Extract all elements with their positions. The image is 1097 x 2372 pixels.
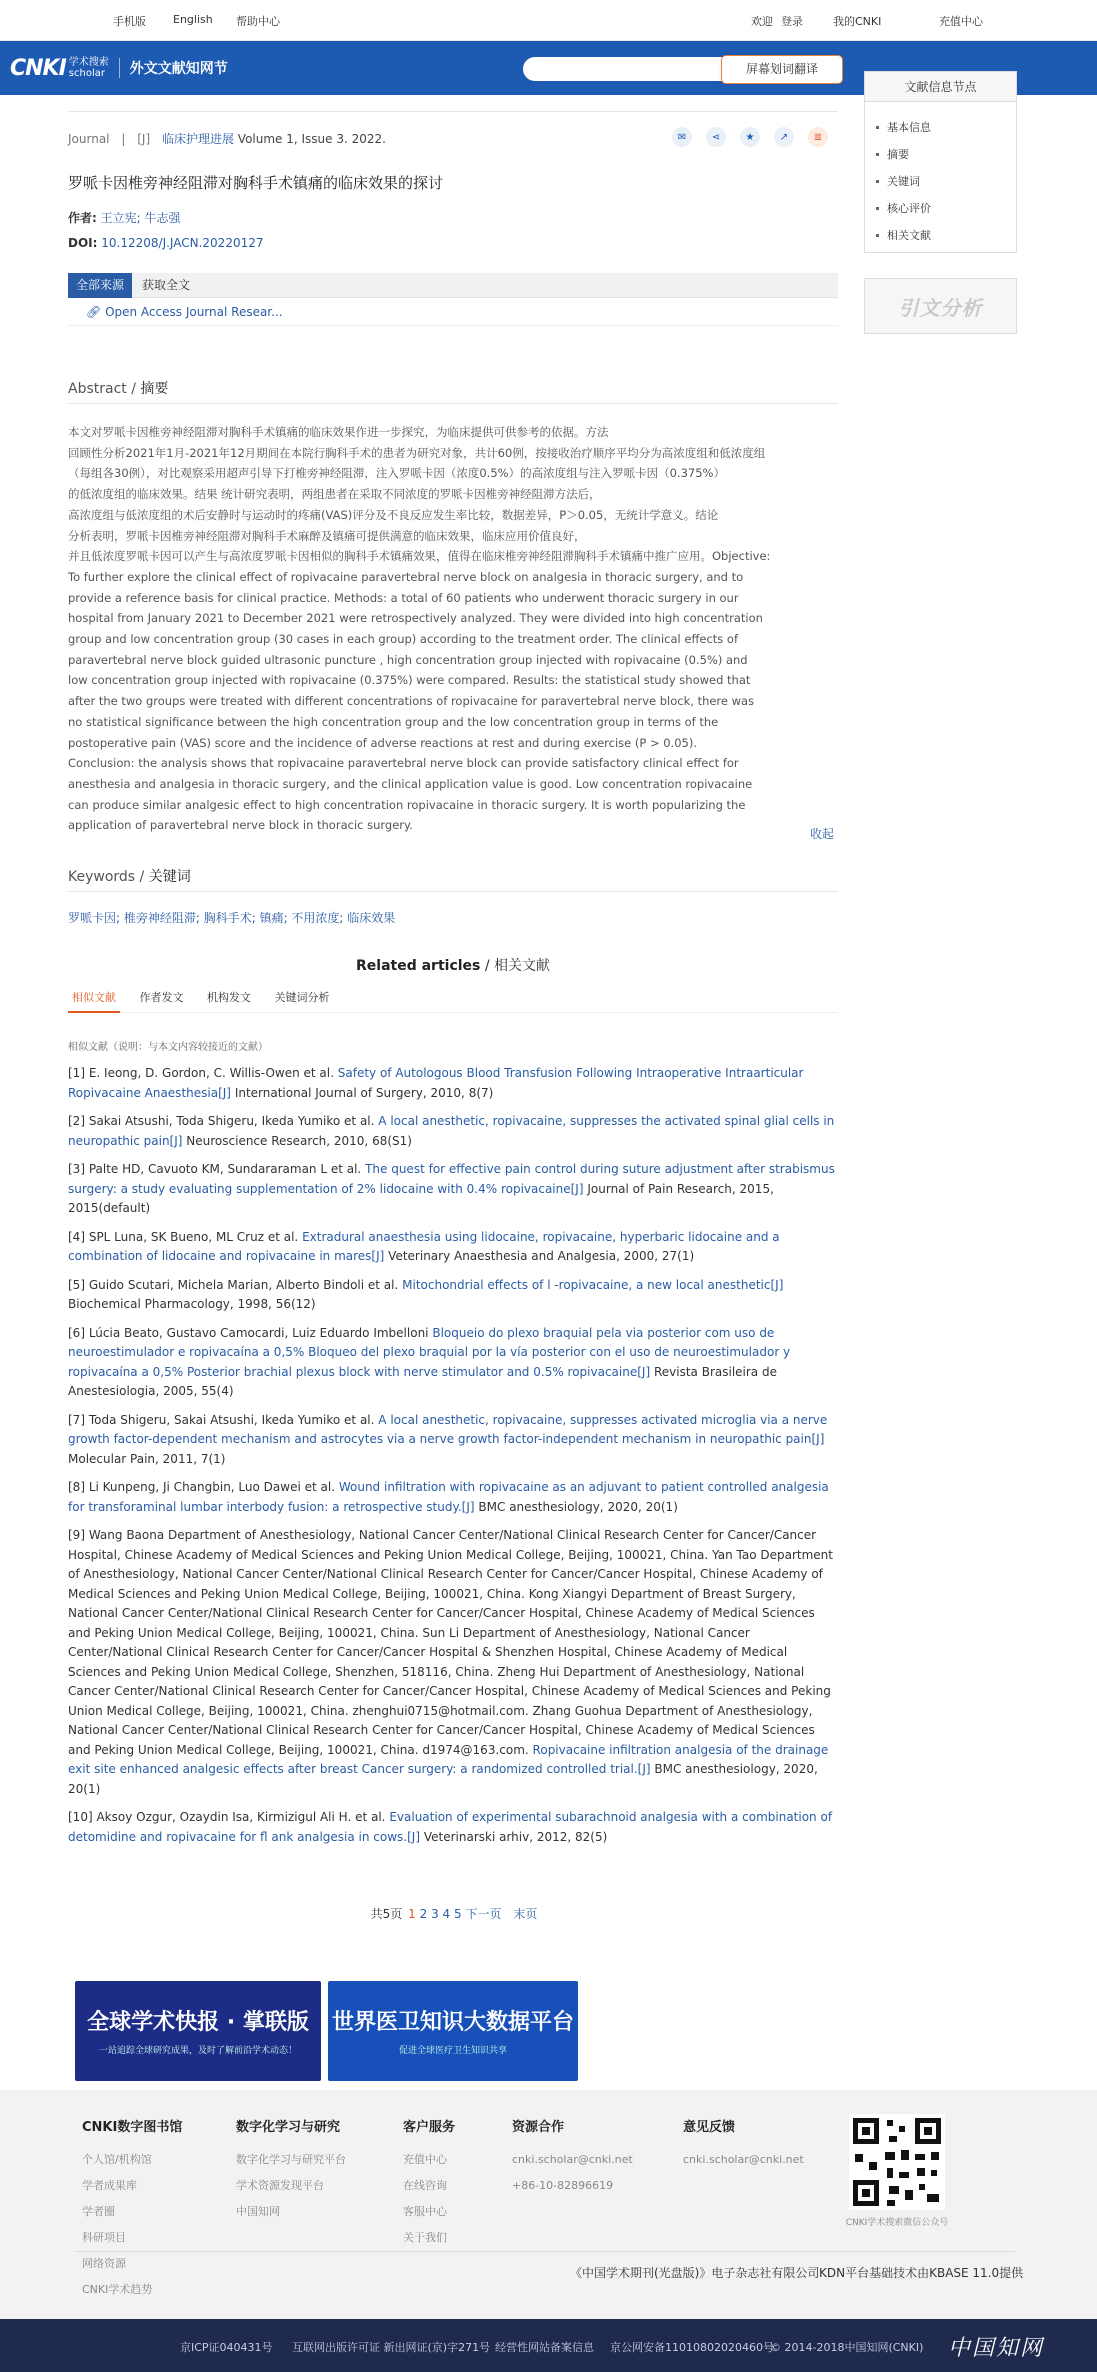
- footer-link[interactable]: cnki.scholar@cnki.net: [683, 2153, 804, 2166]
- reference-authors: Toda Shigeru, Sakai Atsushi, Ikeda Yumiko et al.: [88, 1412, 375, 1427]
- tab-similar[interactable]: 相似文献: [68, 988, 120, 1013]
- kbase-text: KDN平台基础技术由KBASE 11.0提供: [819, 2266, 1024, 2280]
- sidebar-item-related[interactable]: 相关文献: [887, 222, 1016, 249]
- doi: [68, 236, 264, 250]
- net-license-text: 互联网出版许可证 新出网证(京)字271号: [292, 2341, 491, 2354]
- abstract-line: provide a reference basis for clinical practice. Methods: a total of 60 patients who underwent thoracic surgery in our: [68, 590, 739, 605]
- login-link[interactable]: 登录: [781, 15, 803, 28]
- reference-authors: Guido Scutari, Michela Marian, Alberto Bindoli et al.: [88, 1277, 399, 1292]
- next-page[interactable]: 下一页: [465, 1907, 502, 1921]
- oaj-source: [68, 298, 838, 326]
- reference-item: [68, 1411, 838, 1470]
- authors-link[interactable]: 王立宪; 牛志强: [100, 211, 181, 225]
- similar-note: 相似文献（说明：与本文内容较接近的文献）: [68, 1042, 268, 1053]
- abstract-line: 的低浓度组的临床效果。结果 统计研究表明，两组患者在采取不同浓度的罗哌卡因椎旁神经阻滞方法后，: [68, 487, 601, 502]
- reference-item: [68, 1112, 838, 1151]
- reference-source: BMC anesthesiology, 2020, 20(1): [68, 1762, 818, 1796]
- reference-source: Molecular Pain, 2011, 7(1): [68, 1451, 226, 1466]
- footer-link[interactable]: +86-10-82896619: [512, 2179, 614, 2192]
- reference-source: Biochemical Pharmacology, 1998, 56(12): [68, 1297, 316, 1311]
- abstract-heading: Abstract / 摘要: [68, 381, 169, 397]
- footer-column: [82, 2116, 182, 2303]
- journal-link[interactable]: 临床护理进展: [161, 132, 234, 146]
- reference-source: Revista Brasileira de Anestesiologia, 2005, 55(4): [68, 1364, 777, 1398]
- footer-column: [512, 2116, 633, 2199]
- reference-source: International Journal of Surgery, 2010, 8(7): [234, 1085, 494, 1100]
- sidebar-item-basic[interactable]: 基本信息: [887, 114, 1016, 141]
- reference-authors: Sakai Atsushi, Toda Shigeru, Ikeda Yumiko et al.: [88, 1114, 375, 1128]
- footer-link[interactable]: 中国知网: [236, 2205, 280, 2218]
- divider: [68, 111, 838, 112]
- total-pages: 共5页: [370, 1907, 403, 1921]
- abstract-line: To further explore the clinical effect of ropivacaine paravertebral nerve block on analgesia in thoracic surgery, and to: [68, 569, 744, 584]
- footer-link[interactable]: 学术资源发现平台: [236, 2179, 324, 2192]
- abstract-line: group and low concentration group (30 cases in each group) according to the treatment order. The clinical effects of: [68, 632, 739, 647]
- footer-link[interactable]: 科研项目: [82, 2231, 126, 2244]
- divider: [68, 403, 838, 404]
- abstract-line: 高浓度组与低浓度组的术后安静时与运动时的疼痛(VAS)评分及不良反应发生率比较，数据差异，P＞0.05，无统计学意义。结论: [68, 507, 719, 522]
- welcome-text: 欢迎: [751, 15, 773, 28]
- reference-authors: Palte HD, Cavuoto KM, Sundararaman L et al.: [88, 1162, 362, 1176]
- reference-title[interactable]: A local anesthetic, ropivacaine, suppresses activated microglia via a nerve growth factor-dependent mechanism and astrocytes via a nerve growth factor-independent mechanism in neuropathic pain[J]: [68, 1412, 828, 1446]
- page-5[interactable]: 5: [454, 1907, 462, 1921]
- authors-label: 作者:: [68, 211, 97, 225]
- reference-authors: E. Ieong, D. Gordon, C. Willis-Owen et al.: [88, 1066, 334, 1080]
- reference-number: [8]: [68, 1480, 85, 1494]
- last-page[interactable]: 末页: [513, 1907, 538, 1921]
- sidebar-item-abstract[interactable]: 摘要: [887, 141, 1016, 168]
- page-4[interactable]: 4: [442, 1907, 451, 1921]
- footer-link[interactable]: 在线咨询: [403, 2179, 447, 2192]
- reference-authors: Lúcia Beato, Gustavo Camocardi, Luiz Eduardo Imbelloni: [88, 1325, 429, 1340]
- reference-item: [68, 1808, 838, 1847]
- keywords-label-cn: 关键词: [148, 869, 191, 885]
- meta-sep: |: [121, 132, 126, 146]
- qr-code: [849, 2114, 945, 2210]
- reference-title[interactable]: Ropivacaine infiltration analgesia of the drainage exit site enhanced analgesic effects after breast Cancer surgery: a randomized controlled trial.[J]: [68, 1742, 829, 1776]
- abstract-line: 并且低浓度罗哌卡因可以产生与高浓度罗哌卡因相似的胸科手术镇痛效果，值得在临床椎旁神经阻滞胸科手术镇痛中推广应用。Objective:: [68, 549, 771, 564]
- logo-sub-en: scholar: [68, 68, 105, 79]
- reference-number: [10]: [68, 1810, 93, 1824]
- abstract-line: 本文对罗哌卡因椎旁神经阻滞对胸科手术镇痛的临床效果作进一步探究，为临床提供可供参考的依据。方法: [68, 425, 609, 439]
- reference-item: [68, 1478, 838, 1517]
- gongan-text: 京公网安备11010802020460号: [610, 2341, 774, 2354]
- reference-number: [2]: [68, 1114, 85, 1128]
- reference-number: [9]: [68, 1528, 85, 1542]
- reference-title[interactable]: Evaluation of experimental subarachnoid analgesia with a combination of detomidine and ropivacaine for fl ank analgesia in cows.[J]: [68, 1810, 833, 1844]
- my-cnki-link[interactable]: 我的CNKI: [833, 15, 882, 28]
- reference-authors: Aksoy Ozgur, Ozaydin Isa, Kirmizigul Ali H. et al.: [96, 1810, 386, 1824]
- reference-list: [68, 1064, 838, 1856]
- logo-divider: [119, 58, 120, 78]
- abstract-line: 回顾性分析2021年1月-2021年12月期间在本院行胸科手术的患者为研究对象，共计60例，按接收治疗顺序平均分为高浓度组和低浓度组: [68, 445, 766, 460]
- footer-column-title: CNKI数字图书馆: [82, 2120, 183, 2135]
- mobile-link[interactable]: 手机版: [113, 15, 146, 28]
- footer-divider: [75, 2251, 1015, 2252]
- reference-item: [68, 1526, 838, 1799]
- banner-medical-platform[interactable]: [328, 1981, 578, 2081]
- abstract-line: Conclusion: the analysis shows that ropivacaine paravertebral nerve block can provide satisfactory clinical effect for: [68, 756, 739, 771]
- reference-number: [4]: [68, 1229, 85, 1244]
- footer-link[interactable]: 个人馆/机构馆: [82, 2153, 152, 2166]
- related-tabs: [68, 988, 838, 1013]
- banner1-title: 全球学术快报 · 掌联版: [87, 2010, 309, 2035]
- footer-link[interactable]: cnki.scholar@cnki.net: [512, 2153, 633, 2166]
- footer-column: [683, 2116, 804, 2173]
- abstract-line: application of paravertebral nerve block in thoracic surgery.: [68, 818, 413, 833]
- tab-full-text[interactable]: 获取全文: [142, 278, 191, 292]
- qr-caption: CNKI学术搜索微信公众号: [845, 2218, 949, 2228]
- banner2-title: 世界医卫知识大数据平台: [331, 2010, 574, 2035]
- reference-authors: Wang Baona Department of Anesthesiology, National Cancer Center/National Clinical Research Center for Cancer/Cancer Hospital, Chinese Academy of Medical Sciences and Peking Union Medical College, Beijing, 100021, China. Yan Tao Department of Anesthesiology, National Cancer Center/National Clinical Research Center for Cancer/Cancer Hospital, Chinese Academy of Medical Sciences and Peking Union Medical College, Beijing, 100021, China. Kong Xiangyi Department of Breast Surgery, National Cancer Center/National Clinical Research Center for Cancer/Cancer Hospital, Chinese Academy of Medical Sciences and Peking Union Medical College, Beijing, 100021, China. Sun Li Department of Anesthesiology, National Cancer Center/National Clinical Research Center for Cancer/Cancer Hospital & Shenzhen Hospital, Chinese Academy of Medical Sciences and Peking Union Medical College, Shenzhen, 518116, China. Zheng Hui Department of Anesthesiology, National Cancer Center/National Clinical Research Center for Cancer/Cancer Hospital, Chinese Academy of Medical Sciences and Peking Union Medical College, Beijing, 100021, China. zhenghui0715@hotmail.com. Zhang Guohua Department of Anesthesiology, National Cancer Center/National Clinical Research Center for Cancer/Cancer Hospital, Chinese Academy of Medical Sciences and Peking Union Medical College, Beijing, 100021, China. d1974@163.com.: [68, 1528, 833, 1757]
- collapse-link[interactable]: 收起: [809, 827, 834, 841]
- doi-label: DOI:: [68, 236, 98, 250]
- pagination: [68, 1905, 838, 1922]
- abstract-line: no statistical significance between the high concentration group and the low concentration group in terms of the: [68, 714, 719, 729]
- footer-column-title: 数字化学习与研究: [236, 2120, 341, 2135]
- reference-title[interactable]: Safety of Autologous Blood Transfusion Following Intraoperative Intraarticular Ropivacaine Anaesthesia[J]: [68, 1066, 804, 1100]
- page-2[interactable]: 2: [419, 1907, 428, 1921]
- article-tag: [J]: [137, 132, 151, 146]
- cnki-logo[interactable]: [10, 55, 228, 81]
- reference-item: [68, 1160, 838, 1219]
- tab-institution[interactable]: 机构发文: [207, 991, 251, 1004]
- related-label-cn: 相关文献: [494, 958, 550, 974]
- citation-analysis-label: 引文分析: [898, 295, 983, 320]
- sidebar: [864, 71, 1017, 253]
- reference-title[interactable]: Wound infiltration with ropivacaine as an adjuvant to patient controlled analgesia for transforaminal lumbar interbody fusion: a retrospective study.[J]: [68, 1480, 829, 1514]
- footer-column: [236, 2116, 346, 2225]
- reference-authors: SPL Luna, SK Bueno, ML Cruz et al.: [88, 1229, 299, 1244]
- volume-info: Volume 1, Issue 3. 2022.: [237, 132, 386, 146]
- authors: [68, 209, 181, 226]
- abstract-line: hospital from January 2021 to December 2021 were retrospectively analyzed. They were divided into high concentration: [68, 611, 763, 626]
- logo-sub-cn: 学术搜索: [68, 57, 109, 68]
- copyright-text: © 2014-2018中国知网(CNKI): [770, 2341, 924, 2354]
- banner2-subtitle: 促进全球医疗卫生知识共享: [398, 2046, 507, 2056]
- article-title: 罗哌卡因椎旁神经阻滞对胸科手术镇痛的临床效果的探讨: [68, 174, 444, 192]
- footer-column-title: 资源合作: [512, 2120, 565, 2135]
- footer-link[interactable]: 学者成果库: [82, 2179, 137, 2192]
- keywords-list[interactable]: 罗哌卡因; 椎旁神经阻滞; 胸科手术; 镇痛; 不用浓度; 临床效果: [68, 911, 396, 925]
- abstract-line: paravertebral nerve block guided ultrasonic puncture , high concentration group injected with ropivacaine (0.5%) and: [68, 652, 748, 667]
- reference-title[interactable]: Bloqueio do plexo braquial pela via posterior com uso de neuroestimulador e ropivacaína a 0,5% Bloqueo del plexo braquial por la vía posterior con el uso de neuroestimulador y ropivacaína a 0,5% Posterior brachial plexus block with nerve stimulator and 0.5% ropivacaine[J]: [68, 1325, 791, 1379]
- reference-source: Veterinarski arhiv, 2012, 82(5): [423, 1829, 608, 1844]
- source-tabs: [68, 273, 838, 298]
- footer-link[interactable]: CNKI学术趋势: [82, 2283, 153, 2296]
- citation-analysis[interactable]: [864, 278, 1017, 334]
- abstract-line: postoperative pain (VAS) score and the incidence of adverse reactions at rest and during exercise (P > 0.05).: [68, 735, 697, 750]
- page-3[interactable]: 3: [431, 1907, 439, 1921]
- related-heading: Related articles / 相关文献: [356, 958, 550, 974]
- abstract-text: [68, 422, 838, 836]
- reference-source: Journal of Pain Research, 2015, 2015(default): [68, 1181, 774, 1215]
- sidebar-title: 文献信息节点: [865, 72, 1016, 102]
- reference-source: Veterinary Anaesthesia and Analgesia, 2000, 27(1): [388, 1249, 695, 1263]
- action-bar: [672, 127, 828, 147]
- keywords-label-en: Keywords: [68, 869, 136, 885]
- doi-link[interactable]: 10.12208/J.JACN.20220127: [101, 236, 264, 250]
- sidebar-item-keywords[interactable]: 关键词: [887, 168, 1016, 195]
- reference-number: [3]: [68, 1162, 85, 1176]
- tab-author[interactable]: 作者发文: [139, 991, 184, 1004]
- related-label-en: Related articles: [356, 958, 481, 974]
- page-1[interactable]: 1: [408, 1907, 416, 1921]
- abstract-line: （每组各30例），对比观察采用超声引导下打椎旁神经阻滞，注入罗哌卡因（浓度0.5%）的高浓度组与注入罗哌卡因（0.375%）: [68, 466, 725, 481]
- reference-item: [68, 1228, 838, 1267]
- reference-authors: Li Kunpeng, Ji Changbin, Luo Dawei et al.: [88, 1480, 336, 1494]
- footer-link[interactable]: 关于我们: [403, 2231, 447, 2244]
- link-icon: 🔗︎: [86, 305, 102, 319]
- qr-code-icon: [849, 2114, 945, 2210]
- abstract-line: 分析表明，罗哌卡因椎旁神经阻滞对胸科手术麻醉及镇痛可提供满意的临床效果，临床应用价值良好，: [68, 528, 586, 543]
- keywords-heading: Keywords / 关键词: [68, 869, 191, 885]
- logo-text: CNKI: [10, 55, 66, 81]
- reference-source: BMC anesthesiology, 2020, 20(1): [478, 1499, 678, 1514]
- site-title: 外文文献知网节: [129, 61, 228, 77]
- reference-title[interactable]: The quest for effective pain control during suture adjustment after strabismus surgery: a study evaluating supplementation of 2% lidocaine with 0.4% ropivacaine[J]: [68, 1162, 835, 1196]
- top-bar: [0, 0, 1097, 41]
- footer-link[interactable]: 充值中心: [403, 2153, 447, 2166]
- abstract-line: low concentration group injected with ropivacaine (0.375%) were compared. Results: the statistical study showed that: [68, 673, 751, 688]
- tab-all-sources[interactable]: 全部来源: [68, 273, 132, 298]
- reference-title[interactable]: Mitochondrial effects of l -ropivacaine, a new local anesthetic[J]: [402, 1277, 784, 1292]
- bottom-bar: [0, 2319, 1097, 2372]
- reference-number: [6]: [68, 1325, 85, 1340]
- biz-record-link: 经营性网站备案信息: [495, 2341, 594, 2354]
- footer-link[interactable]: 学者圈: [82, 2205, 115, 2218]
- icp-text: 京ICP证040431号: [180, 2341, 273, 2354]
- email-icon[interactable]: ✉: [672, 127, 692, 147]
- help-link[interactable]: 帮助中心: [236, 15, 280, 28]
- cnki-brand-logo: 中国知网: [948, 2336, 1045, 2361]
- oaj-link[interactable]: Open Access Journal Resear...: [105, 305, 283, 319]
- reference-item: [68, 1064, 838, 1103]
- divider: [68, 891, 838, 892]
- footer: [0, 2090, 1097, 2319]
- banner-scholar-express[interactable]: [75, 1981, 321, 2081]
- footer-column: [403, 2116, 455, 2251]
- abstract-line: anesthesia and analgesia in thoracic surgery, and the clinical application value is good. Low concentration ropivacaine: [68, 776, 753, 791]
- reference-number: [1]: [68, 1066, 85, 1080]
- search-input[interactable]: [523, 57, 750, 81]
- footer-link[interactable]: 客服中心: [403, 2205, 447, 2218]
- translate-icon[interactable]: ≣: [808, 127, 828, 147]
- translate-tooltip[interactable]: 屏幕划词翻译: [721, 55, 843, 84]
- star-icon[interactable]: ★: [740, 127, 760, 147]
- recharge-link[interactable]: 充值中心: [939, 15, 983, 28]
- reference-item: [68, 1276, 838, 1315]
- share-icon[interactable]: ⋖: [706, 127, 726, 147]
- sidebar-item-evaluation[interactable]: 核心评价: [887, 195, 1016, 222]
- abstract-label-cn: 摘要: [140, 381, 169, 397]
- export-icon[interactable]: ↗: [774, 127, 794, 147]
- footer-column-title: 意见反馈: [683, 2120, 736, 2135]
- reference-number: [7]: [68, 1412, 85, 1427]
- reference-title[interactable]: Extradural anaesthesia using lidocaine, ropivacaine, hyperbaric lidocaine and a combination of lidocaine and ropivacaine in mares[J]: [68, 1229, 780, 1263]
- footer-link[interactable]: 数字化学习与研究平台: [236, 2153, 346, 2166]
- footer-column-title: 客户服务: [403, 2120, 456, 2135]
- reference-number: [5]: [68, 1277, 85, 1292]
- article-type: Journal: [68, 132, 110, 146]
- logo-sub: [69, 57, 109, 79]
- banner1-subtitle: 一站追踪全球研究成果，及时了解前沿学术动态！: [98, 2046, 297, 2056]
- abstract-line: after the two groups were treated with different concentrations of ropivacaine for paravertebral nerve block, there was: [68, 694, 755, 709]
- footer-link[interactable]: 网络资源: [82, 2257, 126, 2270]
- abstract-label-en: Abstract: [68, 381, 127, 397]
- banners: [75, 1981, 575, 2081]
- reference-source: Neuroscience Research, 2010, 68(S1): [186, 1133, 412, 1148]
- abstract-line: can produce similar analgesic effect to high concentration ropivacaine in thoracic surgery. It is worth popularizing the: [68, 797, 746, 812]
- english-link[interactable]: English: [173, 13, 213, 26]
- publisher-link[interactable]: 《中国学术期刊(光盘版)》电子杂志社有限公司: [570, 2266, 820, 2280]
- tab-keyword[interactable]: 关键词分析: [274, 991, 330, 1004]
- reference-item: [68, 1324, 838, 1402]
- reference-title[interactable]: A local anesthetic, ropivacaine, suppresses the activated spinal glial cells in neuropathic pain[J]: [68, 1114, 835, 1148]
